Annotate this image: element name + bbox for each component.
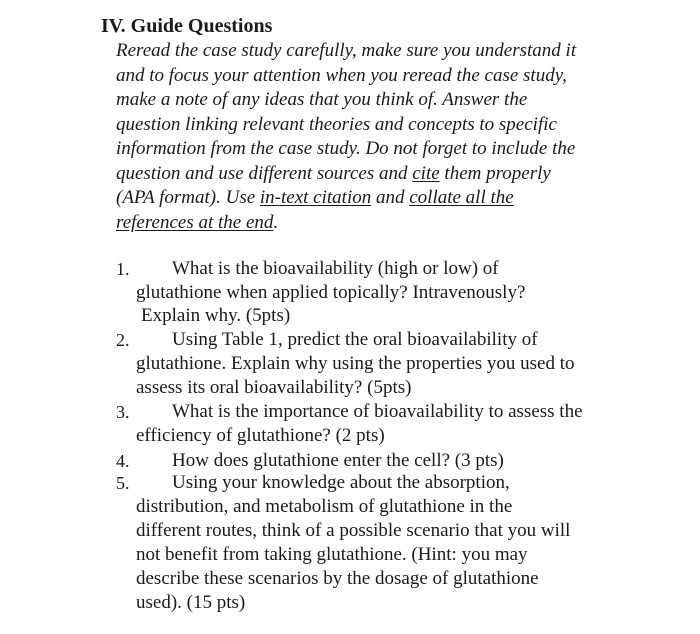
instruction-line: information from the case study. Do not forget to include the [116,138,576,159]
question-text-line: glutathione when applied topically? Intravenously? [136,282,526,303]
question-text-line: efficiency of glutathione? (2 pts) [136,425,385,446]
question-text-line: assess its oral bioavailability? (5pts) [136,377,412,398]
question-text-line: How does glutathione enter the cell? (3 pts) [172,450,504,471]
question-number: 4. [116,451,130,471]
question-text-line: What is the importance of bioavailability to assess the [172,401,583,422]
instruction-line: references at the end. [116,211,279,233]
question-number: 2. [116,330,130,350]
question-text-line: used). (15 pts) [136,592,246,613]
instruction-line: Reread the case study carefully, make sure you understand it [116,40,577,61]
instruction-line: question and use different sources and cite them properly [116,162,551,184]
question-text-line: not benefit from taking glutathione. (Hint: you may [136,544,528,565]
question-number: 3. [116,402,130,422]
underlined-collate: collate all the [409,187,514,208]
question-text-line: distribution, and metabolism of glutathione in the [136,496,513,517]
question-text-line: glutathione. Explain why using the properties you used to [136,353,575,374]
question-text-line: Using your knowledge about the absorption, [172,472,510,493]
instructions-paragraph [116,39,636,235]
question-number: 1. [116,259,130,279]
question-text-line: What is the bioavailability (high or low) of [172,258,499,279]
question-text-line: Using Table 1, predict the oral bioavailability of [172,329,538,350]
instruction-line: and to focus your attention when you reread the case study, [116,64,567,86]
instruction-line: (APA format). Use in-text citation and collate all the [116,187,514,208]
question-text-line: describe these scenarios by the dosage of glutathione [136,568,539,589]
question-text-line: Explain why. (5pts) [141,305,291,326]
question-text-line: different routes, think of a possible scenario that you will [136,520,571,541]
underlined-in-text-citation: in-text citation [259,187,372,208]
instruction-line: make a note of any ideas that you think of. Answer the [116,89,528,110]
instruction-line: question linking relevant theories and concepts to specific [116,113,557,135]
underlined-cite: cite [412,162,440,184]
underlined-references: references at the end [116,211,274,233]
question-number: 5. [116,473,130,493]
section-heading: IV. Guide Questions [101,15,273,37]
